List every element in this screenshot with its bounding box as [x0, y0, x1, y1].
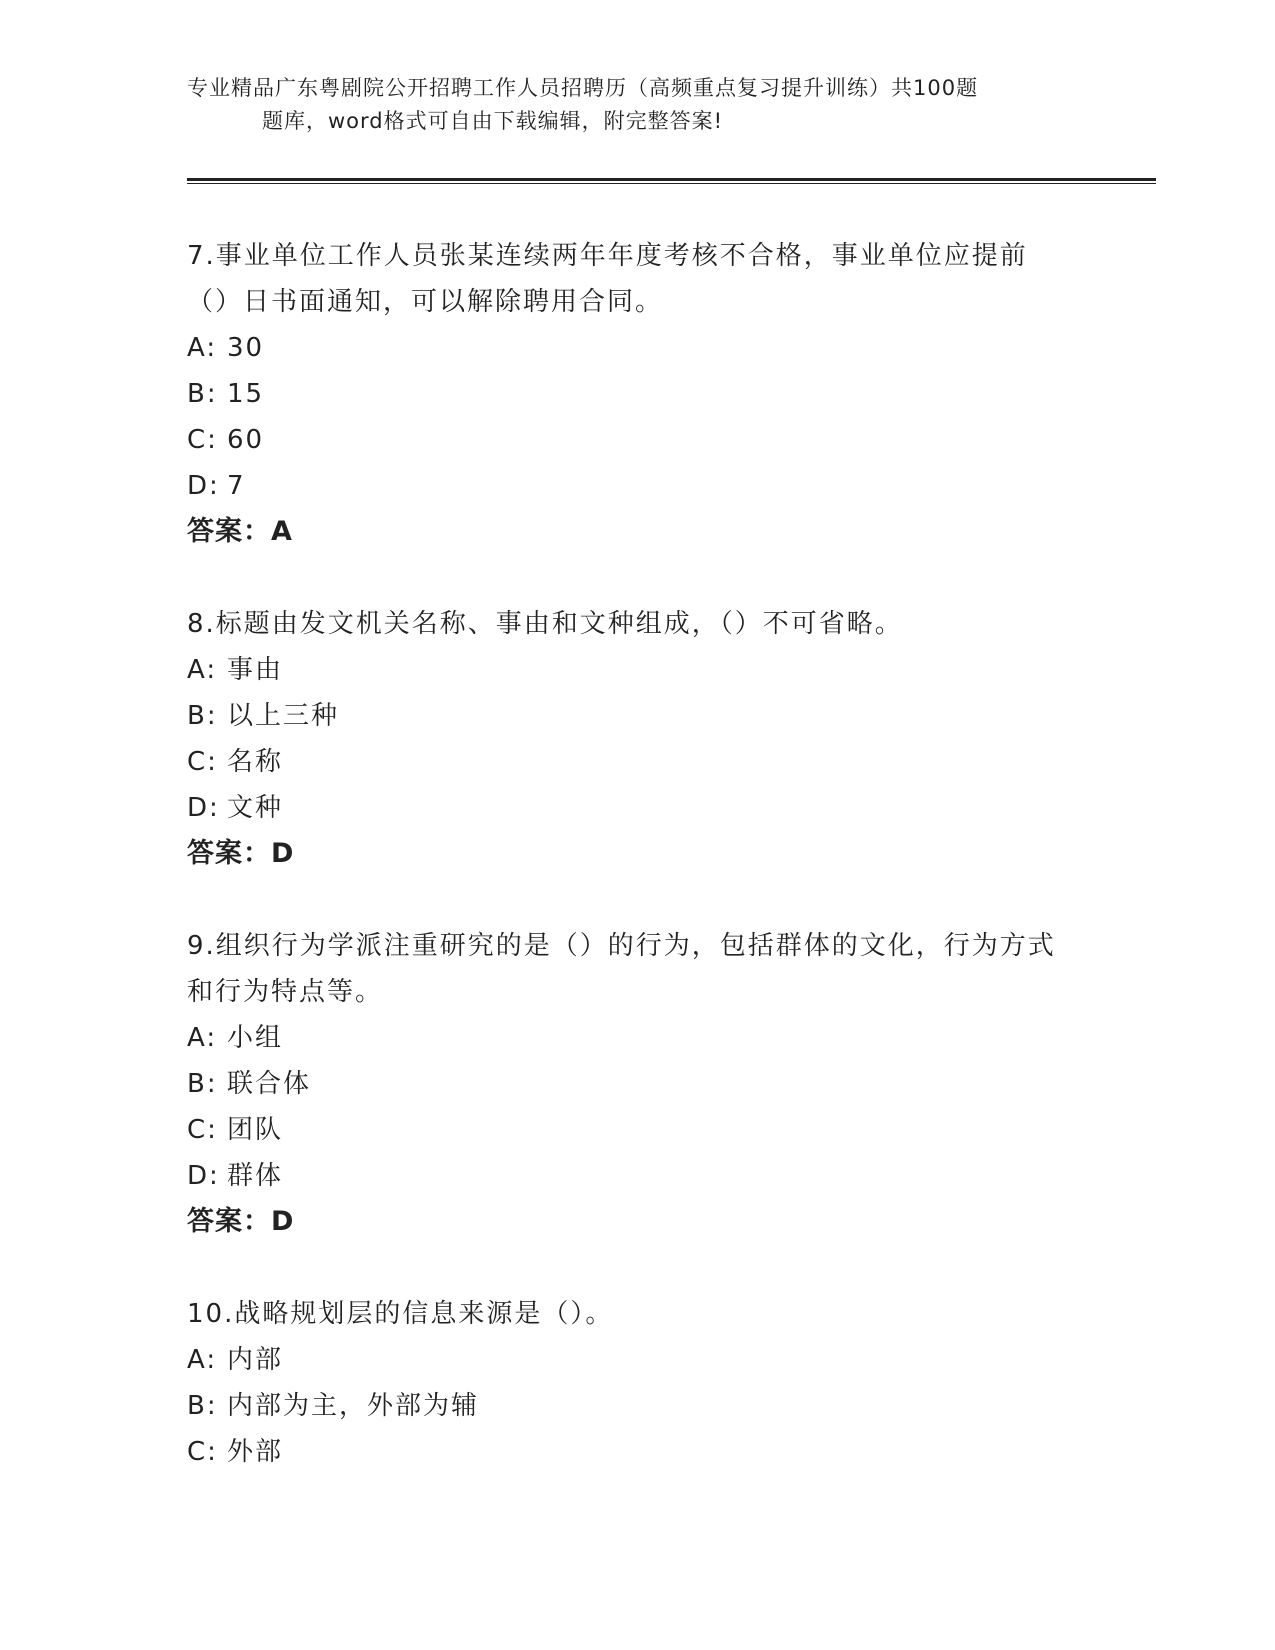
option-text: 60 — [227, 425, 265, 455]
option-key: D: — [187, 793, 220, 823]
option-key: A: — [187, 1023, 218, 1053]
answer-line: 答案：D — [187, 1206, 295, 1237]
question-list — [187, 233, 1067, 1521]
option-key: D: — [187, 1161, 220, 1191]
option-key: B: — [187, 701, 218, 731]
option-text: 群体 — [227, 1161, 284, 1191]
answer-line: 答案：D — [187, 838, 295, 869]
option-c — [187, 1429, 1067, 1475]
option-text: 事由 — [227, 655, 284, 685]
option-c — [187, 1107, 1067, 1153]
option-a — [187, 1337, 1067, 1383]
option-b — [187, 1061, 1067, 1107]
option-key: B: — [187, 1069, 218, 1099]
header-divider-thin — [187, 183, 1156, 184]
option-text: 内部 — [227, 1345, 284, 1375]
option-c — [187, 739, 1067, 785]
option-b — [187, 1383, 1067, 1429]
option-a — [187, 647, 1067, 693]
question-9 — [187, 923, 1067, 1245]
option-text: 外部 — [227, 1437, 284, 1467]
option-text: 团队 — [227, 1115, 284, 1145]
question-10 — [187, 1291, 1067, 1475]
option-text: 以上三种 — [227, 701, 340, 731]
option-d — [187, 463, 1067, 509]
option-key: C: — [187, 1437, 218, 1467]
header-divider-thick — [187, 178, 1156, 181]
answer-line: 答案：A — [187, 516, 293, 547]
question-stem: 9.组织行为学派注重研究的是（）的行为，包括群体的文化，行为方式和行为特点等。 — [187, 931, 1056, 1007]
option-text: 15 — [227, 379, 265, 409]
option-b — [187, 693, 1067, 739]
option-text: 小组 — [227, 1023, 284, 1053]
option-key: C: — [187, 425, 218, 455]
option-text: 内部为主，外部为辅 — [227, 1391, 480, 1421]
option-key: B: — [187, 1391, 218, 1421]
header-line-1: 专业精品广东粤剧院公开招聘工作人员招聘历（高频重点复习提升训练）共100题 — [187, 76, 979, 100]
option-key: B: — [187, 379, 218, 409]
option-text: 7 — [227, 471, 246, 501]
question-stem: 10.战略规划层的信息来源是（）。 — [187, 1299, 614, 1329]
question-stem: 7.事业单位工作人员张某连续两年年度考核不合格，事业单位应提前（）日书面通知，可以解除聘用合同。 — [187, 241, 1028, 317]
header-line-2: 题库，word格式可自由下载编辑，附完整答案! — [262, 109, 724, 133]
option-key: A: — [187, 655, 218, 685]
option-text: 文种 — [227, 793, 284, 823]
option-text: 30 — [227, 333, 265, 363]
option-b — [187, 371, 1067, 417]
option-key: C: — [187, 747, 218, 777]
option-a — [187, 325, 1067, 371]
option-d — [187, 785, 1067, 831]
option-key: C: — [187, 1115, 218, 1145]
question-stem: 8.标题由发文机关名称、事由和文种组成，（）不可省略。 — [187, 609, 903, 639]
option-key: A: — [187, 1345, 218, 1375]
question-7 — [187, 233, 1067, 555]
document-header — [187, 72, 1087, 138]
option-text: 联合体 — [227, 1069, 312, 1099]
question-8 — [187, 601, 1067, 877]
option-key: A: — [187, 333, 218, 363]
option-text: 名称 — [227, 747, 284, 777]
option-key: D: — [187, 471, 220, 501]
option-a — [187, 1015, 1067, 1061]
option-c — [187, 417, 1067, 463]
option-d — [187, 1153, 1067, 1199]
